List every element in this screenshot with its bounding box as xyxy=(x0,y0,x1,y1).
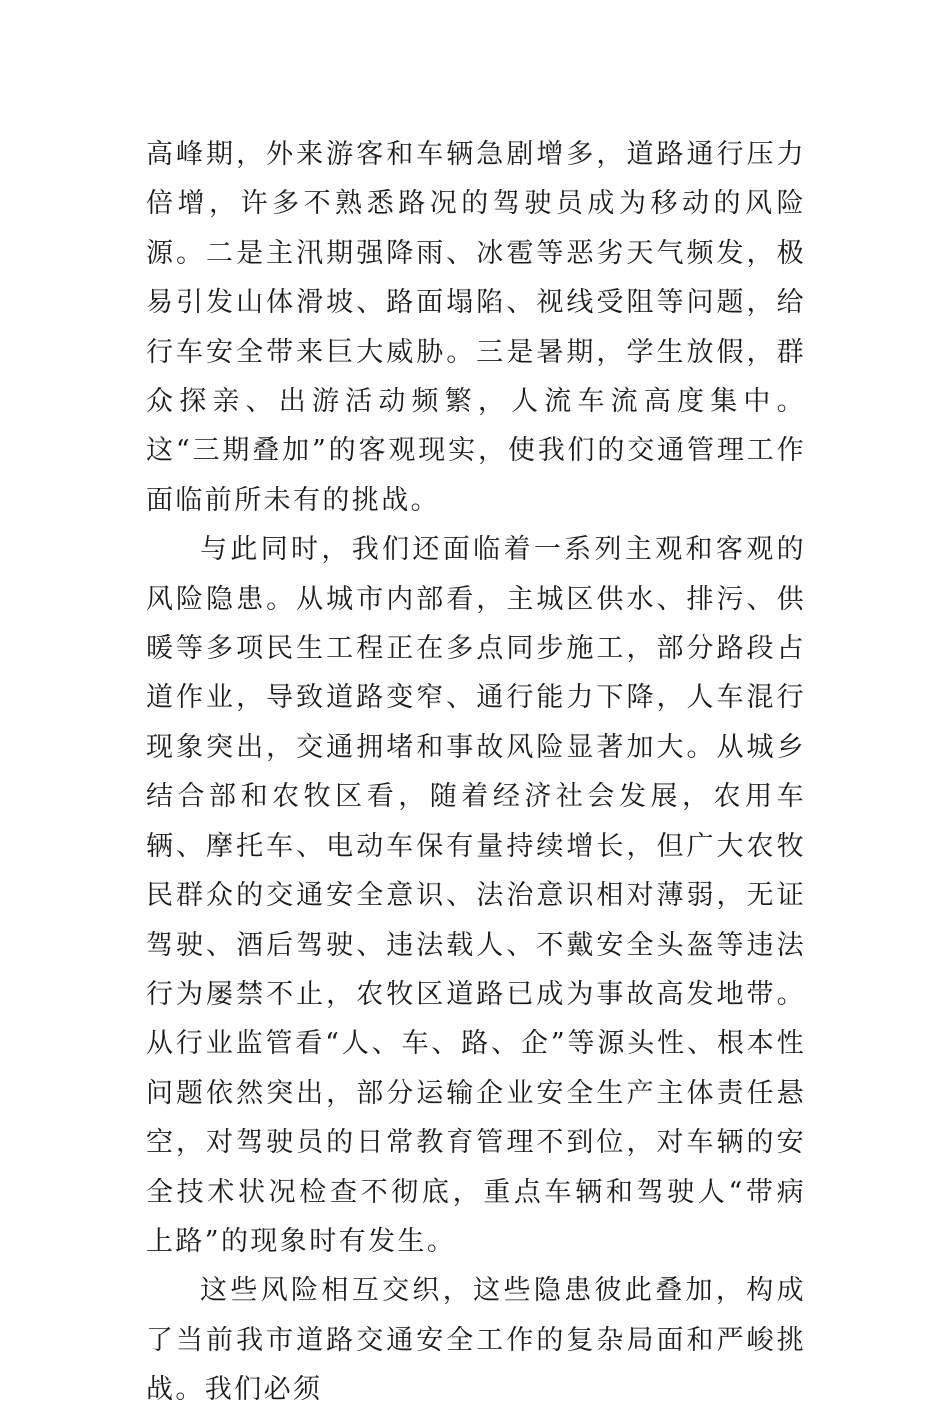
paragraph-1: 高峰期，外来游客和车辆急剧增多，道路通行压力倍增，许多不熟悉路况的驾驶员成为移动的风险源。二是主汛期强降雨、冰雹等恶劣天气频发，极易引发山体滑坡、路面塌陷、视线受阻等问题，给行车安全带来巨大威胁。三是暑期，学生放假，群众探亲、出游活动频繁，人流车流高度集中。这“三期叠加”的客观现实，使我们的交通管理工作面临前所未有的挑战。 xyxy=(146,139,806,516)
document-body xyxy=(146,130,806,1415)
paragraph-3: 这些风险相互交织，这些隐患彼此叠加，构成了当前我市道路交通安全工作的复杂局面和严峻挑战。我们必须 xyxy=(146,1275,806,1406)
paragraph-2: 与此同时，我们还面临着一系列主观和客观的风险隐患。从城市内部看，主城区供水、排污、供暖等多项民生工程正在多点同步施工，部分路段占道作业，导致道路变窄、通行能力下降，人车混行现象突出，交通拥堵和事故风险显著加大。从城乡结合部和农牧区看，随着经济社会发展，农用车辆、摩托车、电动车保有量持续增长，但广大农牧民群众的交通安全意识、法治意识相对薄弱，无证驾驶、酒后驾驶、违法载人、不戴安全头盔等违法行为屡禁不止，农牧区道路已成为事故高发地带。从行业监管看“人、车、路、企”等源头性、根本性问题依然突出，部分运输企业安全生产主体责任悬空，对驾驶员的日常教育管理不到位，对车辆的安全技术状况检查不彻底，重点车辆和驾驶人“带病上路”的现象时有发生。 xyxy=(146,534,806,1257)
